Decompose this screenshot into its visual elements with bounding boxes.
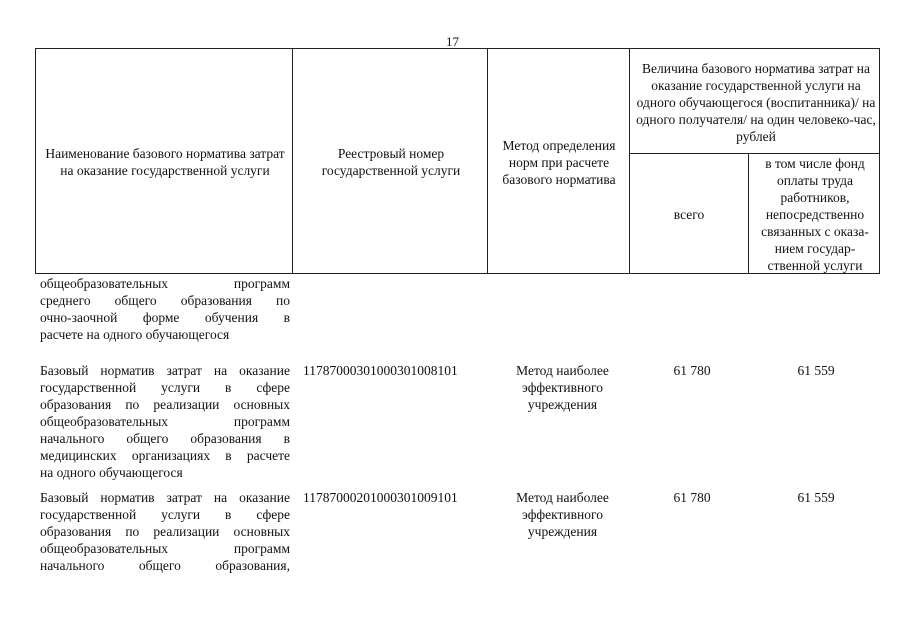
text-line: начального общего образования, (40, 558, 290, 573)
row-total: 61 780 (673, 490, 711, 505)
header-fot (750, 154, 880, 275)
text-line: эффективного (522, 380, 603, 395)
text-line: учреждения (527, 524, 598, 539)
header-value-group-label: Величина базового норматива затрат на оказание государственной услуги на одного обучающегося (воспитанника)/ на одного получателя/ на один человеко-час, рублей (636, 60, 876, 144)
header-registry-label: Реестровый номер государственной услуги (321, 146, 461, 178)
row-registry-number: 11787000301000301008101 (303, 363, 458, 378)
header-total-label: всего (673, 207, 705, 222)
text-line: среднего общего образования по (40, 293, 290, 308)
header-fot-label: в том числе фонд оплаты труда работников, непосредственно связанных с оказа-нием государ-ственной услуги (761, 156, 869, 273)
text-line: Метод наиболее (516, 490, 609, 505)
row-name (40, 362, 290, 481)
row-name (40, 489, 290, 574)
header-value-group (632, 51, 880, 153)
header-registry (298, 49, 484, 275)
row-method (495, 362, 630, 413)
row-registry-number: 11787000201000301009101 (303, 490, 458, 505)
text-line: медицинских организациях в расчете (40, 448, 290, 463)
row-total: 61 780 (673, 363, 711, 378)
text-line: общеобразовательных программ (40, 541, 290, 556)
text-line: образования по реализации основных (40, 524, 290, 539)
text-line: общеобразовательных программ (40, 276, 290, 291)
row-fot: 61 559 (797, 490, 835, 505)
text-line: начального общего образования в (40, 431, 290, 446)
header-name-label: Наименование базового норматива затрат на оказание государственной услуги (45, 146, 285, 178)
header-method-label: Метод определения норм при расчете базового норматива (502, 137, 616, 187)
text-line: образования по реализации основных (40, 397, 290, 412)
text-line: государственной услуги в сфере (40, 380, 290, 395)
text-line: на одного обучающегося (40, 465, 183, 480)
text-line: Метод наиболее (516, 363, 609, 378)
row-method (495, 489, 630, 540)
text-line: Базовый норматив затрат на оказание (40, 490, 290, 505)
header-method (490, 49, 628, 275)
page-number: 17 (446, 34, 459, 49)
text-line: очно-заочной форме обучения в (40, 310, 290, 325)
header-name (40, 49, 290, 275)
text-line: расчете на одного обучающегося (40, 327, 230, 342)
text-line: учреждения (527, 397, 598, 412)
column-divider (292, 49, 293, 273)
header-total (630, 154, 748, 275)
text-line: общеобразовательных программ (40, 414, 290, 429)
column-divider (487, 49, 488, 273)
text-line: Базовый норматив затрат на оказание (40, 363, 290, 378)
column-divider (748, 153, 749, 273)
text-line: государственной услуги в сфере (40, 507, 290, 522)
row-name (40, 275, 290, 343)
table-header (35, 48, 880, 274)
text-line: эффективного (522, 507, 603, 522)
row-fot: 61 559 (797, 363, 835, 378)
